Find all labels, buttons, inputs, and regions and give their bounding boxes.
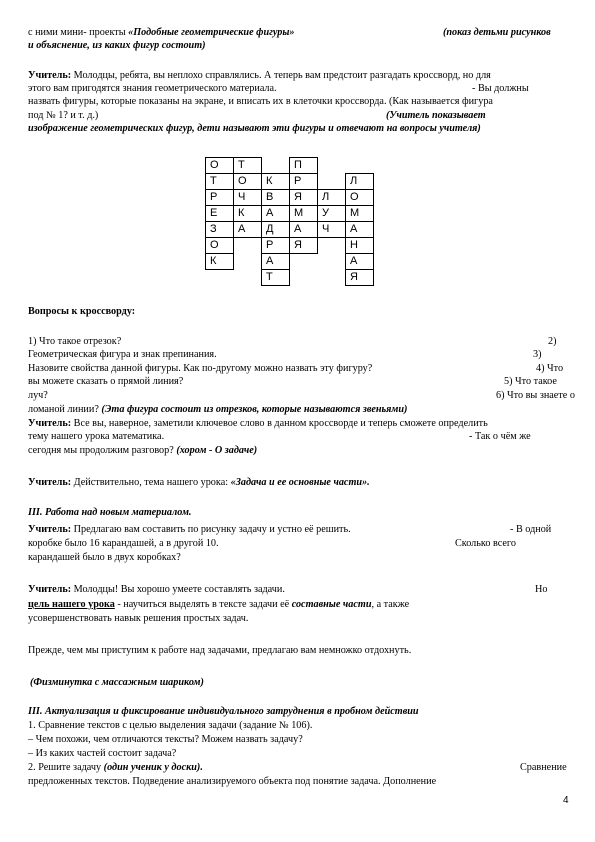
- text-line: тему нашего урока математика.: [28, 431, 165, 442]
- section-heading: III. Работа над новым материалом.: [28, 507, 192, 518]
- crossword-cell: О: [205, 237, 234, 254]
- text-span: Молодцы, ребята, вы неплохо справлялись. А теперь вам предстоит разгадать кроссворд, но для: [71, 70, 491, 81]
- crossword-cell: Н: [345, 237, 374, 254]
- text-span: 2. Решите задачу: [28, 762, 104, 773]
- text-line: 3): [533, 349, 542, 360]
- text-line: под № 1? и т. д.): [28, 110, 99, 121]
- speaker-label: Учитель:: [28, 418, 72, 429]
- text-line: коробке было 16 карандашей, а в другой 10.: [28, 538, 219, 549]
- text-line: (Учитель показывает: [386, 110, 486, 121]
- crossword-cell: Т: [261, 269, 290, 286]
- crossword-cell: Т: [233, 157, 262, 174]
- crossword-cell: Я: [289, 237, 318, 254]
- text-line: (Физминутка с массажным шариком): [30, 677, 204, 688]
- text-line: этого вам пригодятся знания геометрического материала.: [28, 83, 277, 94]
- section-heading: III. Актуализация и фиксирование индивидуального затруднения в пробном действии: [28, 706, 419, 717]
- text-line: [28, 524, 351, 536]
- text-line: (показ детьми рисунков: [443, 27, 551, 38]
- crossword-cell: О: [233, 173, 262, 190]
- text-line: – Из каких частей состоит задача?: [28, 748, 177, 759]
- text-line: - Так о чём же: [469, 431, 531, 442]
- text-line: 5) Что такое: [504, 376, 557, 387]
- instruction-note: (один ученик у доски).: [103, 762, 203, 773]
- lesson-goal: цель нашего урока: [28, 599, 115, 610]
- crossword-cell: К: [233, 205, 262, 222]
- crossword-cell: Ч: [317, 221, 346, 238]
- text-line: - В одной: [510, 524, 552, 535]
- text-line: [28, 27, 295, 39]
- text-line: [28, 445, 257, 457]
- text-span: Действительно, тема нашего урока:: [71, 477, 231, 488]
- crossword-cell: Я: [289, 189, 318, 206]
- text-line: [28, 70, 491, 82]
- crossword-cell: К: [261, 173, 290, 190]
- page-number: 4: [563, 795, 569, 806]
- crossword-cell: М: [345, 205, 374, 222]
- text-span: - научиться выделять в тексте задачи её: [114, 599, 292, 610]
- text-line: Прежде, чем мы приступим к работе над задачами, предлагаю вам немножко отдохнуть.: [28, 645, 412, 656]
- text-line: назвать фигуры, которые показаны на экране, и вписать их в клеточки кроссворда. (Как называется фигура: [28, 96, 493, 107]
- speaker-label: Учитель:: [28, 70, 72, 81]
- project-title: «Подобные геометрические фигуры»: [128, 27, 295, 38]
- crossword-cell: А: [345, 253, 374, 270]
- text-span: Все вы, наверное, заметили ключевое слово в данном кроссворде и теперь сможете определить: [71, 418, 488, 429]
- crossword-cell: Ч: [233, 189, 262, 206]
- crossword-cell: А: [345, 221, 374, 238]
- crossword-cell: З: [205, 221, 234, 238]
- text-line: [28, 762, 203, 774]
- crossword-cell: П: [289, 157, 318, 174]
- text-line: Сравнение: [520, 762, 567, 773]
- text-line: Сколько всего: [455, 538, 516, 549]
- crossword-cell: Я: [345, 269, 374, 286]
- text-line: Геометрическая фигура и знак препинания.: [28, 349, 217, 360]
- crossword-cell: Р: [205, 189, 234, 206]
- text-span: Молодцы! Вы хорошо умеете составлять задачи.: [71, 584, 285, 595]
- text-line: предложенных текстов. Подведение анализируемого объекта под понятие задача. Дополнение: [28, 776, 437, 787]
- text-line: [28, 404, 407, 416]
- text-line: карандашей было в двух коробках?: [28, 552, 181, 563]
- crossword-cell: К: [205, 253, 234, 270]
- text-span: Предлагаю вам составить по рисунку задачу и устно её решить.: [71, 524, 351, 535]
- crossword-cell: Р: [289, 173, 318, 190]
- text-line: - Вы должны: [472, 83, 529, 94]
- crossword-cell: Р: [261, 237, 290, 254]
- speaker-label: Учитель:: [28, 584, 72, 595]
- crossword-cell: М: [289, 205, 318, 222]
- crossword-cell: Е: [205, 205, 234, 222]
- crossword-cell: А: [289, 221, 318, 238]
- text-line: 4) Что: [536, 363, 564, 374]
- text-line: 6) Что вы знаете о: [496, 390, 575, 401]
- crossword-cell: Т: [205, 173, 234, 190]
- text-span: , а также: [371, 599, 410, 610]
- text-line: [28, 599, 409, 611]
- crossword-cell: Д: [261, 221, 290, 238]
- text-line: изображение геометрических фигур, дети называют эти фигуры и отвечают на вопросы учителя): [28, 123, 481, 134]
- text-line: 1. Сравнение текстов с целью выделения задачи (задание № 106).: [28, 720, 313, 731]
- text-line: 2): [548, 336, 557, 347]
- crossword-cell: Л: [317, 189, 346, 206]
- answer-note: (Эта фигура состоит из отрезков, которые называются звеньями): [101, 404, 408, 415]
- text-line: 1) Что такое отрезок?: [28, 336, 122, 347]
- crossword-cell: А: [261, 253, 290, 270]
- text-line: и объяснение, из каких фигур состоит): [28, 40, 206, 51]
- speaker-label: Учитель:: [28, 477, 72, 488]
- questions-heading: Вопросы к кроссворду:: [28, 306, 136, 317]
- text-line: [28, 584, 285, 596]
- emphasis: составные части: [291, 599, 372, 610]
- crossword-cell: А: [233, 221, 262, 238]
- crossword-cell: О: [205, 157, 234, 174]
- text-line: – Чем похожи, чем отличаются тексты? Можем назвать задачу?: [28, 734, 303, 745]
- text-line: Назовите свойства данной фигуры. Как по-другому можно назвать эту фигуру?: [28, 363, 373, 374]
- crossword-cell: А: [261, 205, 290, 222]
- text-line: Но: [535, 584, 548, 595]
- lesson-topic: «Задача и ее основные части».: [230, 477, 370, 488]
- text-line: [28, 477, 370, 489]
- crossword-cell: Л: [345, 173, 374, 190]
- speaker-label: Учитель:: [28, 524, 72, 535]
- text-span: ломаной линии?: [28, 404, 102, 415]
- text-line: вы можете сказать о прямой линия?: [28, 376, 184, 387]
- text-line: [28, 418, 488, 430]
- text-line: усовершенствовать навык решения простых задач.: [28, 613, 249, 624]
- text-span: с ними мини- проекты: [28, 27, 129, 38]
- crossword-cell: В: [261, 189, 290, 206]
- crossword-cell: У: [317, 205, 346, 222]
- crossword-cell: О: [345, 189, 374, 206]
- text-span: сегодня мы продолжим разговор?: [28, 445, 177, 456]
- answer-note: (хором - О задаче): [176, 445, 258, 456]
- text-line: луч?: [28, 390, 48, 401]
